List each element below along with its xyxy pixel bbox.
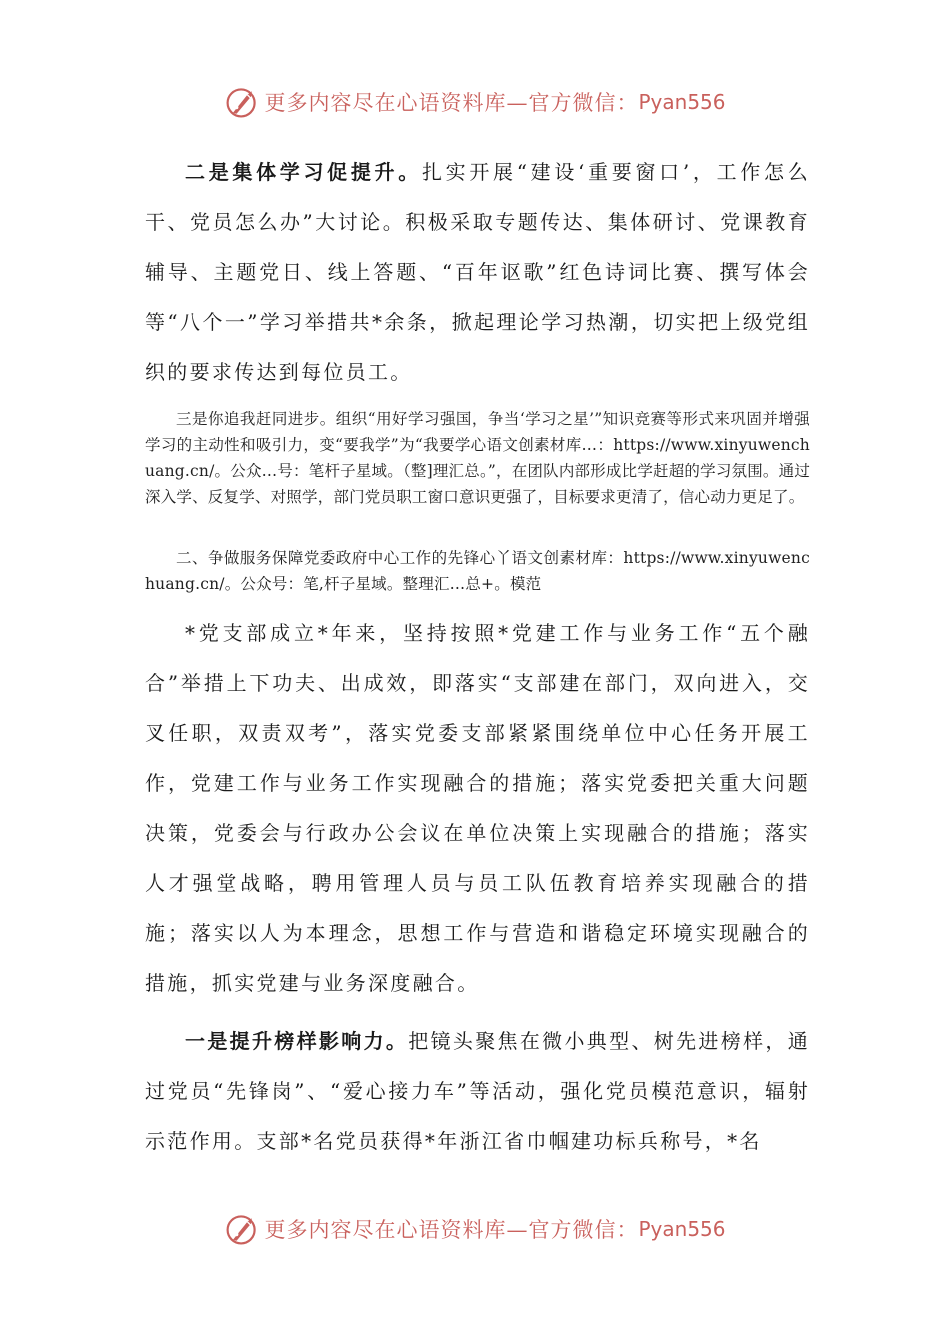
paragraph-5-body: 把镜头聚焦在微小典型、树先进榜样，通过党员“先锋岗”、“爱心接力车”等活动，强化党员模范意识，辐射示范作用。支部*名党员获得*年浙江省巾帼建功标兵称号，*名 (145, 1029, 811, 1153)
header-banner (0, 82, 950, 122)
banner-text: 更多内容尽在心语资料库—官方微信： (264, 1218, 639, 1242)
banner-handle: Pyan556 (638, 1217, 726, 1241)
paragraph-4 (145, 608, 810, 1008)
paragraph-5 (145, 1016, 810, 1166)
paragraph-3 (145, 545, 810, 597)
footer-banner (0, 1209, 950, 1249)
pen-nib-logo-icon (224, 84, 260, 120)
paragraph-4-body: *党支部成立*年来，坚持按照*党建工作与业务工作“五个融合”举措上下功夫、出成效，即落实“支部建在部门，双向进入，交叉任职，双责双考”，落实党委支部紧紧围绕单位中心任务开展工作，党建工作与业务工作实现融合的措施；落实党委把关重大问题决策，党委会与行政办公会议在单位决策上实现融合的措施；落实人才强堂战略，聘用管理人员与员工队伍教育培养实现融合的措施；落实以人为本理念，思想工作与营造和谐稳定环境实现融合的措施，抓实党建与业务深度融合。 (145, 621, 810, 995)
paragraph-1 (145, 147, 810, 397)
paragraph-5-lead: 一是提升榜样影响力。 (185, 1029, 409, 1053)
paragraph-2-body: 三是你追我赶同进步。组织“用好学习强国，争当‘学习之星’”知识竞赛等形式来巩固并增强学习的主动性和吸引力，变“要我学”为“我要学心语文创素材库…：https://www.xinyuwenchuang.cn/。公众…号：笔杆子星域。（整]理汇总。”，在团队内部形成比学赶超的学习氛围。通过深入学、反复学、对照学，部门党员职工窗口意识更强了，目标要求更清了，信心动力更足了。 (145, 410, 811, 506)
paragraph-1-body: 扎实开展“建设‘重要窗口’，工作怎么干、党员怎么办”大讨论。积极采取专题传达、集体研讨、党课教育辅导、主题党日、线上答题、“百年讴歌”红色诗词比赛、撰写体会等“八个一”学习举措共*余条，掀起理论学习热潮，切实把上级党组织的要求传达到每位员工。 (145, 160, 811, 384)
banner-handle: Pyan556 (638, 90, 726, 114)
pen-nib-logo-icon (224, 1211, 260, 1247)
paragraph-2 (145, 406, 810, 510)
banner-text: 更多内容尽在心语资料库—官方微信： (264, 91, 639, 115)
paragraph-1-lead: 二是集体学习促提升。 (185, 160, 422, 184)
paragraph-3-body: 二、争做服务保障党委政府中心工作的先锋心丫语文创素材库：https://www.xinyuwenchuang.cn/。公众号：笔,杆子星域。整理汇…总+。模范 (145, 549, 810, 593)
